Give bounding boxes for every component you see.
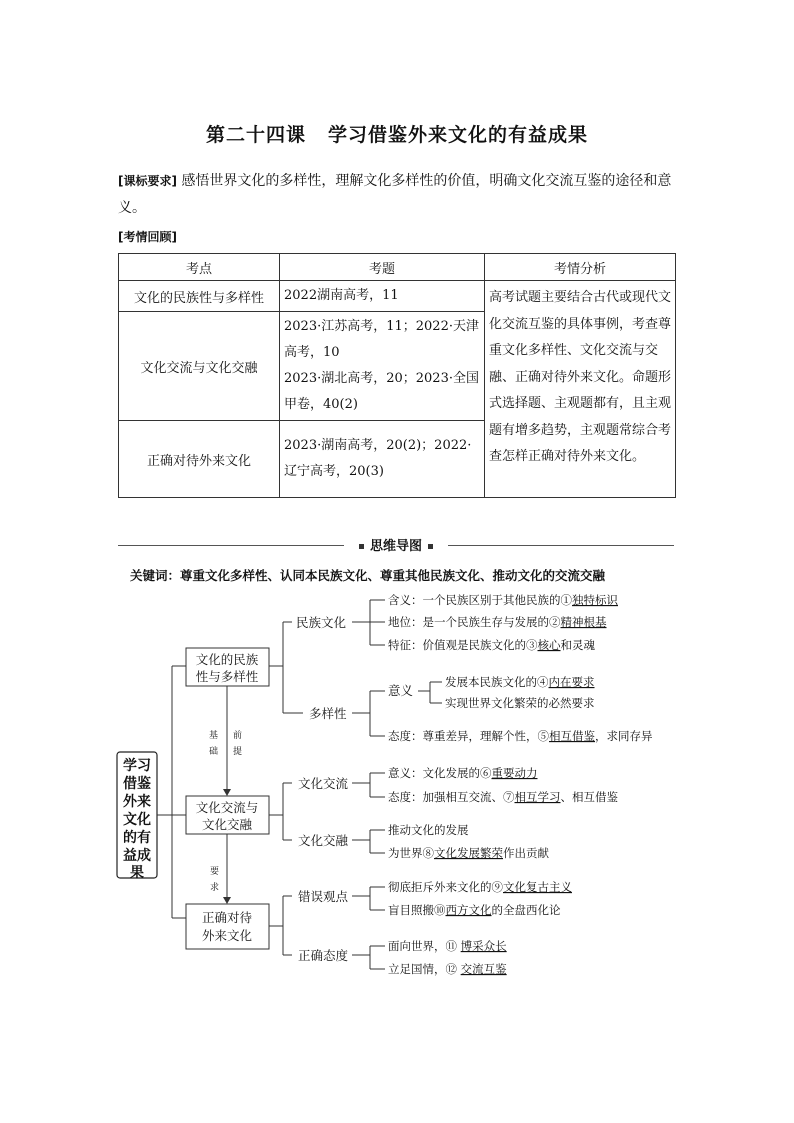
page-title: 第二十四课 学习借鉴外来文化的有益成果 <box>205 124 589 146</box>
exam-cell: 2023·湖南高考，20(2)；2022·辽宁高考，20(3) <box>280 421 485 498</box>
requirement-text: 感悟世界文化的多样性，理解文化多样性的价值，明确文化交流互鉴的途径和意义。 <box>118 173 672 216</box>
exam-review-label: [考情回顾] <box>118 230 177 244</box>
node-ethnic-culture: 民族文化 <box>296 615 347 630</box>
link-label-premise: 前提 <box>233 731 243 757</box>
header-point: 考点 <box>119 254 280 281</box>
leaf-item: 立足国情，⑫ 交流互鉴 <box>388 962 507 976</box>
node-cultural-exchange: 文化交流 <box>298 776 349 791</box>
link-label-basis: 基础 <box>209 731 219 757</box>
leaf-item: 含义：一个民族区别于其他民族的①独特标识 <box>388 593 618 607</box>
root-node <box>123 757 151 881</box>
branch-2-label: 文化交流与 <box>195 800 259 815</box>
branch-2-label: 文化交融 <box>201 817 253 832</box>
leaf-item: 态度：尊重差异，理解个性，⑤相互借鉴，求同存异 <box>388 729 653 743</box>
analysis-cell: 高考试题主要结合古代或现代文化交流互鉴的具体事例，考查尊重文化多样性、文化交流与交融、正确对待外来文化。命题形式选择题、主观题都有，且主观题有增多趋势，主观题常综合考查怎样正确对待外来文化。 <box>485 281 676 498</box>
keywords: 关键词：尊重文化多样性、认同本民族文化、尊重其他民族文化、推动文化的交流交融 <box>130 568 606 583</box>
point-cell: 文化的民族性与多样性 <box>119 281 280 312</box>
leaf-item: 推动文化的发展 <box>388 823 469 837</box>
leaf-item: 发展本民族文化的④内在要求 <box>445 675 595 689</box>
branch-1-label: 文化的民族 <box>195 652 259 667</box>
requirement-tag: [课标要求] <box>118 174 177 188</box>
header-exams: 考题 <box>280 254 485 281</box>
leaf-item: 彻底拒斥外来文化的⑨文化复古主义 <box>388 880 572 894</box>
leaf-item: 实现世界文化繁荣的必然要求 <box>445 696 595 710</box>
leaf-item: 盲目照搬⑩西方文化的全盘西化论 <box>388 903 561 917</box>
branch-3-label: 正确对待 <box>201 910 253 925</box>
exam-cell: 2022湖南高考，11 <box>280 281 485 312</box>
branch-3-label: 外来文化 <box>201 928 253 943</box>
exam-cell: 2023·江苏高考，11；2022·天津高考，10 2023·湖北高考，20；2023·全国甲卷，40(2) <box>280 312 485 421</box>
point-cell: 正确对待外来文化 <box>119 421 280 498</box>
svg-text:借鉴: 借鉴 <box>123 776 151 792</box>
svg-text:益成: 益成 <box>123 848 151 864</box>
leaf-item: 地位：是一个民族生存与发展的②精神根基 <box>388 615 607 629</box>
node-cultural-blending: 文化交融 <box>298 833 349 848</box>
svg-text:学习: 学习 <box>123 758 151 774</box>
header-analysis: 考情分析 <box>485 254 676 281</box>
svg-text:文化: 文化 <box>123 812 151 828</box>
leaf-item: 面向世界，⑪ 博采众长 <box>388 939 507 953</box>
svg-text:果: 果 <box>130 865 144 881</box>
node-diversity: 多样性 <box>309 706 347 721</box>
node-significance: 意义 <box>388 683 414 698</box>
leaf-item: 为世界⑧文化发展繁荣作出贡献 <box>388 846 549 860</box>
svg-text:外来: 外来 <box>123 794 151 810</box>
leaf-item: 特征：价值观是民族文化的③核心和灵魂 <box>388 638 595 652</box>
node-correct-attitude: 正确态度 <box>298 948 349 963</box>
leaf-item: 意义：文化发展的⑥重要动力 <box>388 766 538 780</box>
leaf-item: 态度：加强相互交流、⑦相互学习、相互借鉴 <box>388 790 618 804</box>
svg-text:的有: 的有 <box>123 830 151 846</box>
point-cell: 文化交流与文化交融 <box>119 312 280 421</box>
mindmap-title: 思维导图 <box>369 539 422 554</box>
branch-1-label: 性与多样性 <box>195 669 259 684</box>
node-wrong-views: 错误观点 <box>298 889 349 904</box>
link-label-need: 要求 <box>210 867 220 893</box>
